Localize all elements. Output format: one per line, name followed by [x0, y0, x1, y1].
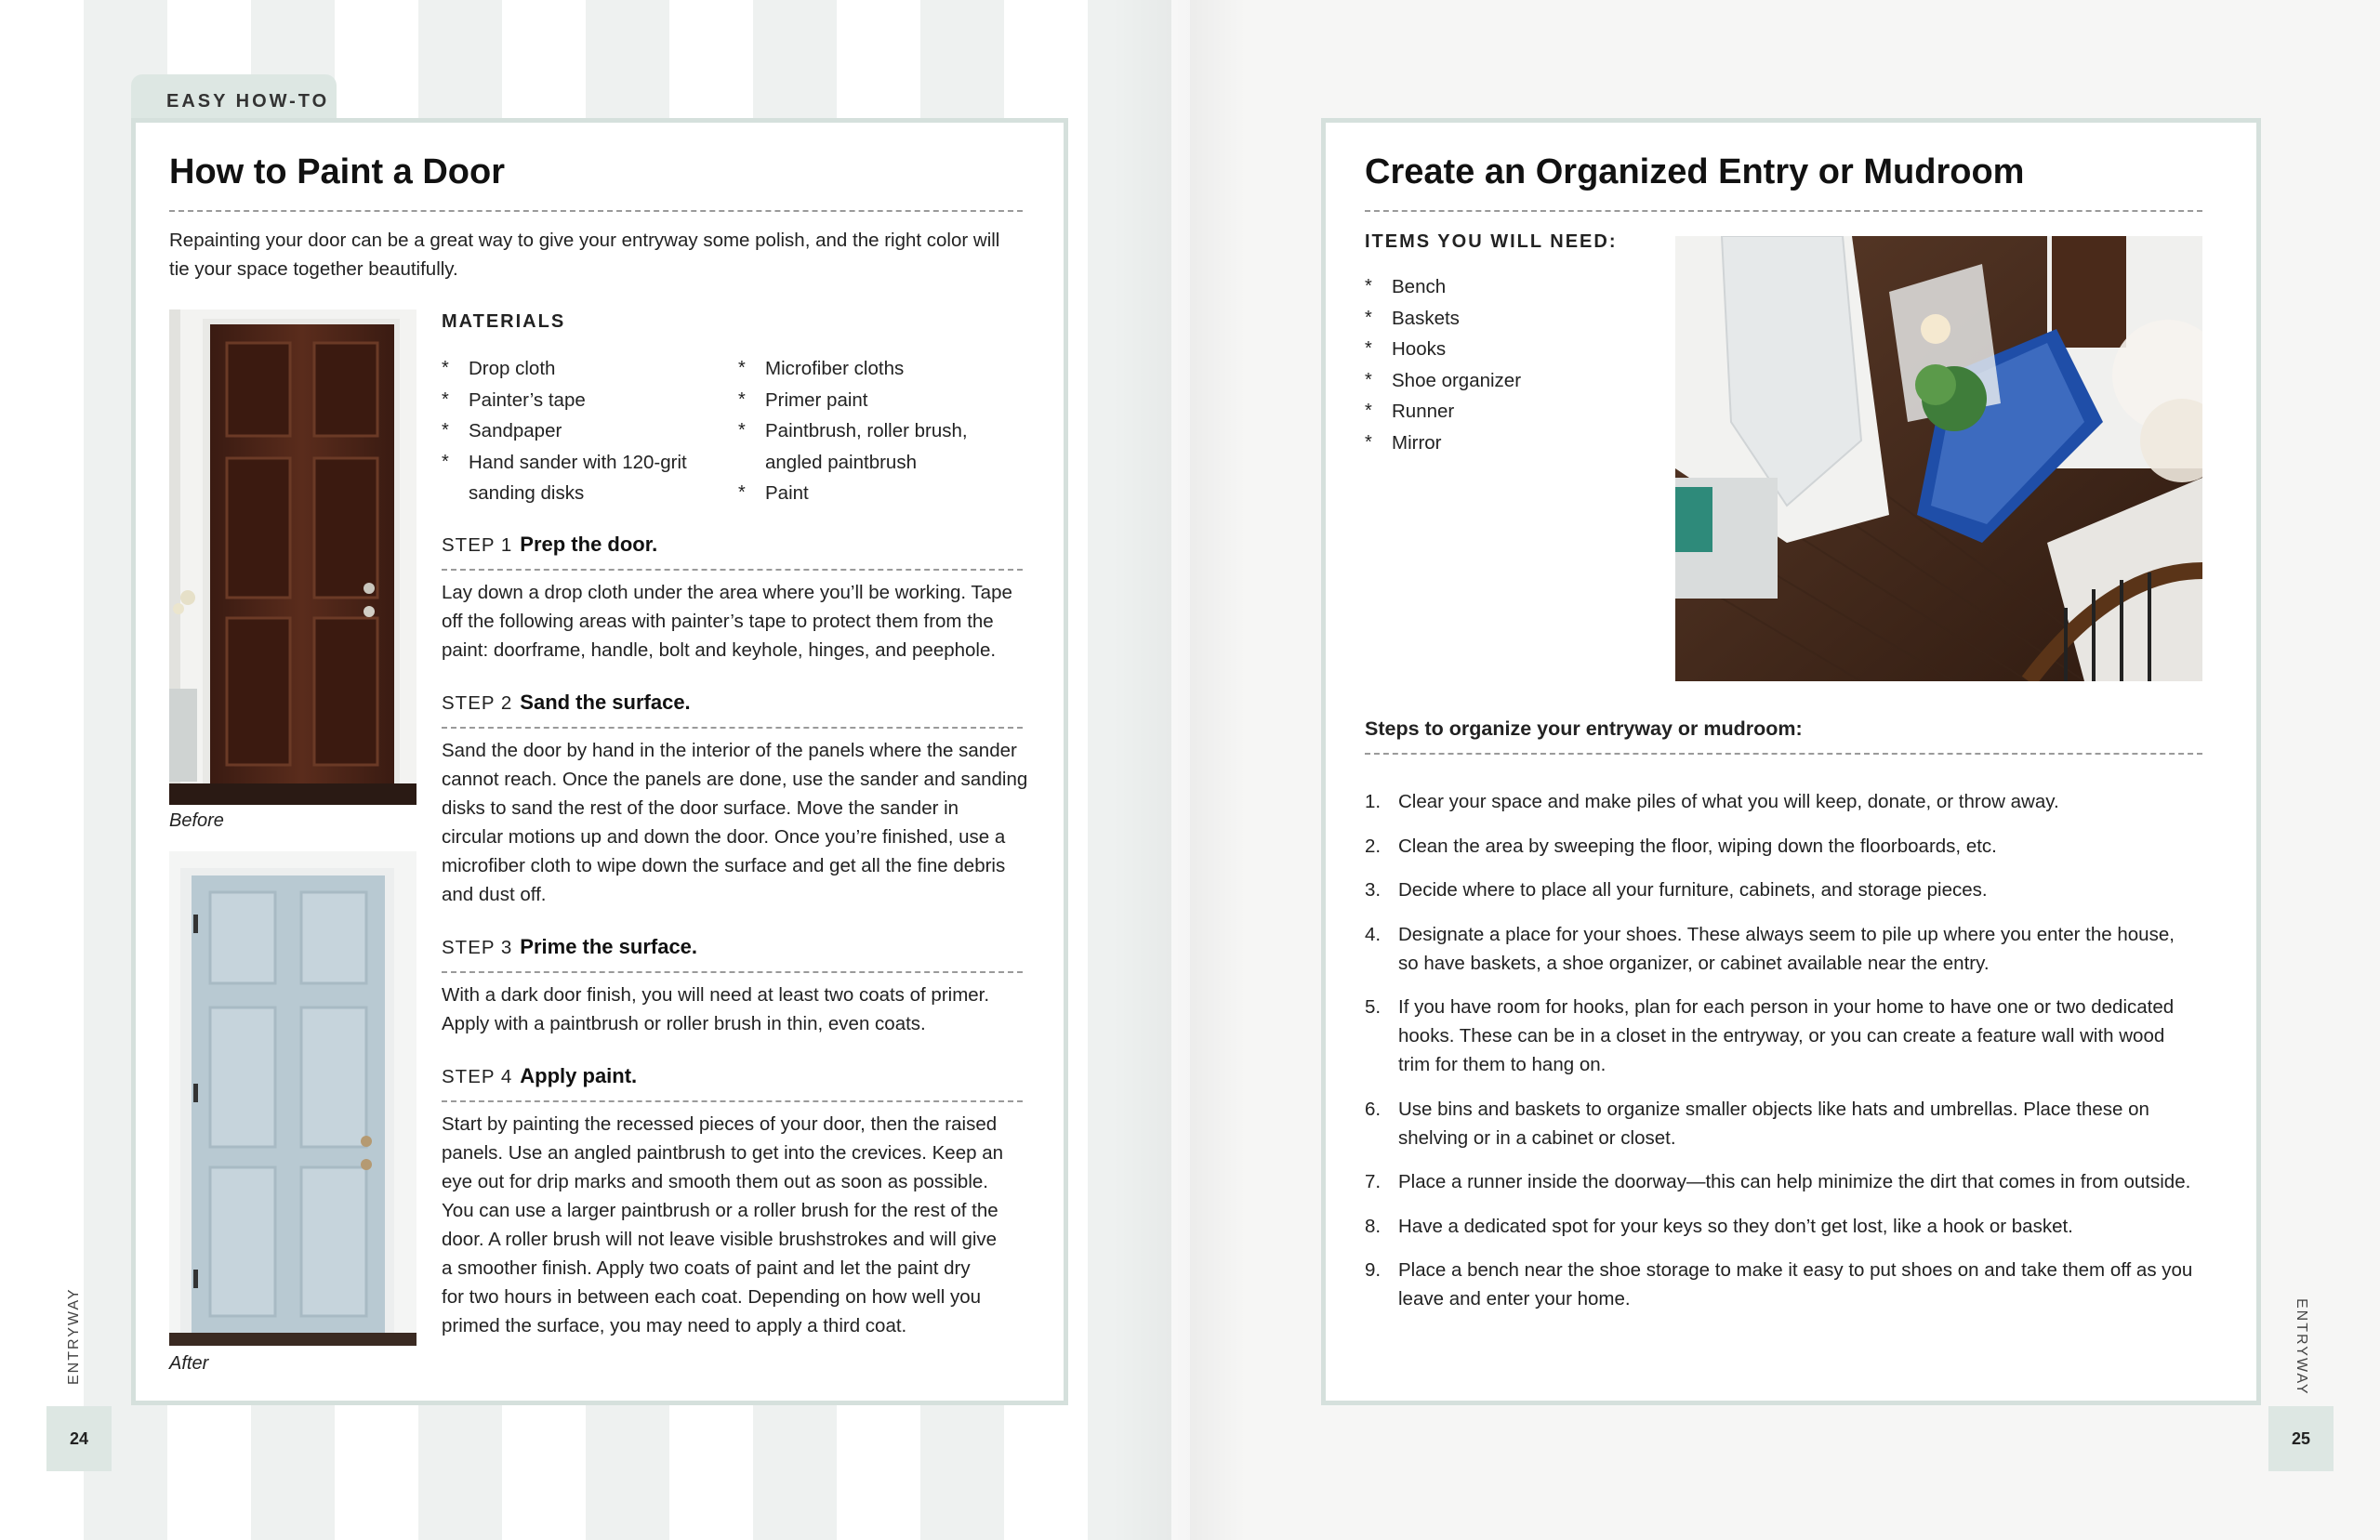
step-divider: [442, 727, 1023, 729]
list-item: 4. Designate a place for your shoes. These always seem to pile up where you enter the house, so have baskets, a shoe organizer, or cabinet available near the entry.: [1365, 920, 2229, 978]
step-4-text: Start by painting the recessed pieces of your door, then the raised panels. Use an angled paintbrush to get into the crevices. Keep an eye out for drip marks and smooth them out as soon as possible. You can use a larger paintbrush or a roller brush for the rest of the door. A roller brush will not leave visible brushstrokes and will give a smoother finish. Apply two coats of paint and let the paint dry for two hours in between each coat. Depending on how well you primed the surface, you may need to apply a third coat.: [442, 1113, 1004, 1336]
step-number: 9.: [1365, 1259, 1382, 1281]
organized-entry-panel: [1321, 118, 2261, 1405]
intro-line: Repainting your door can be a great way to give your entryway some polish, and the right color will: [169, 230, 1000, 251]
bullet-star-icon: *: [1365, 369, 1372, 390]
list-item: * Primer paint: [738, 385, 1017, 416]
book-gutter-shadow-left: [1111, 0, 1190, 1540]
list-item: 6. Use bins and baskets to organize smaller objects like hats and umbrellas. Place these on shelving or in a cabinet or closet.: [1365, 1095, 2229, 1152]
step-1-heading: [442, 533, 657, 557]
bullet-star-icon: *: [442, 451, 449, 472]
step-number: 5.: [1365, 996, 1382, 1018]
materials-heading: MATERIALS: [442, 311, 566, 332]
before-door-photo: [169, 309, 416, 805]
step-3-text: With a dark door finish, you will need at least two coats of primer. Apply with a paintbrush or roller brush in thin, even coats.: [442, 984, 990, 1034]
list-item: 2. Clean the area by sweeping the floor, wiping down the floorboards, etc.: [1365, 832, 2229, 861]
steps-divider: [1365, 753, 2202, 755]
bullet-star-icon: *: [442, 420, 449, 441]
bullet-star-icon: *: [1365, 431, 1372, 453]
list-item: * Drop cloth: [442, 353, 721, 385]
step-number: 7.: [1365, 1171, 1382, 1192]
page-title: How to Paint a Door: [169, 152, 505, 191]
paint-door-panel: [131, 118, 1068, 1405]
intro-text: [169, 226, 1034, 283]
steps-heading: Steps to organize your entryway or mudroom:: [1365, 717, 1803, 740]
step-number: 8.: [1365, 1215, 1382, 1237]
bullet-star-icon: *: [1365, 401, 1372, 421]
materials-list-col1: [442, 353, 721, 509]
list-item: 3. Decide where to place all your furniture, cabinets, and storage pieces.: [1365, 875, 2229, 904]
list-item: * Shoe organizer: [1365, 365, 1644, 397]
materials-list-col2: [738, 353, 1017, 509]
step-number: 6.: [1365, 1098, 1382, 1120]
bullet-star-icon: *: [738, 358, 746, 378]
step-number: STEP 3: [442, 937, 513, 958]
step-number: 4.: [1365, 923, 1382, 945]
items-heading: ITEMS YOU WILL NEED:: [1365, 231, 1618, 252]
bullet-star-icon: *: [1365, 307, 1372, 328]
list-item: 5. If you have room for hooks, plan for each person in your home to have one or two dedicated hooks. These can be in a closet in the entryway, or you can create a feature wall with wood trim for them to hang on.: [1365, 993, 2229, 1079]
list-item-continuation: angled paintbrush: [765, 451, 917, 473]
before-caption: Before: [169, 810, 224, 831]
list-item: * Bench: [1365, 271, 1644, 303]
bullet-star-icon: *: [1365, 338, 1372, 359]
list-item: * Hooks: [1365, 334, 1644, 365]
list-item: 7. Place a runner inside the doorway—this can help minimize the dirt that comes in from outside.: [1365, 1167, 2229, 1196]
page-number: 25: [2268, 1406, 2334, 1471]
bullet-star-icon: *: [1365, 276, 1372, 296]
step-1-text: Lay down a drop cloth under the area where you’ll be working. Tape off the following areas with painter’s tape to protect them from the paint: doorframe, handle, bolt and keyhole, hinges, and peephole.: [442, 582, 1012, 661]
step-2-text: Sand the door by hand in the interior of the panels where the sander cannot reach. Once the panels are done, use the sander and sanding disks to sand the rest of the door surface. Move the sander in circular motions up and down the door. Once you’re finished, use a microfiber cloth to wipe down the surface and get all the fine debris and dust off.: [442, 740, 1028, 905]
section-side-label: ENTRYWAY: [66, 1287, 82, 1385]
bullet-star-icon: *: [738, 482, 746, 503]
easy-how-to-tab: EASY HOW-TO: [131, 74, 337, 121]
organize-steps-list: [1365, 787, 2229, 1329]
step-number: STEP 1: [442, 534, 513, 556]
step-number: 3.: [1365, 879, 1382, 901]
list-item: 9. Place a bench near the shoe storage to make it easy to put shoes on and take them off as you leave and enter your home.: [1365, 1256, 2229, 1313]
after-caption: After: [169, 1353, 209, 1374]
list-item: 1. Clear your space and make piles of what you will keep, donate, or throw away.: [1365, 787, 2229, 816]
bullet-star-icon: *: [738, 420, 746, 441]
list-item: 8. Have a dedicated spot for your keys so they don’t get lost, like a hook or basket.: [1365, 1212, 2229, 1241]
page-number: 24: [46, 1406, 112, 1471]
title-divider: [169, 210, 1023, 212]
entryway-photo: [1675, 236, 2202, 681]
bullet-star-icon: *: [442, 358, 449, 378]
page-title: Create an Organized Entry or Mudroom: [1365, 152, 2025, 191]
step-2-heading: [442, 691, 691, 715]
title-divider: [1365, 210, 2202, 212]
bullet-star-icon: *: [442, 388, 449, 410]
book-gutter-shadow-right: [1190, 0, 1246, 1540]
list-item: * Paintbrush, roller brush,: [738, 415, 1017, 447]
list-item: * Painter’s tape: [442, 385, 721, 416]
intro-line: tie your space together beautifully.: [169, 258, 458, 280]
after-door-photo: [169, 851, 416, 1346]
section-side-label: ENTRYWAY: [2294, 1298, 2309, 1396]
step-title: Sand the surface.: [520, 691, 691, 714]
step-title: Prep the door.: [520, 533, 658, 556]
list-item: * Runner: [1365, 396, 1644, 428]
items-list: [1365, 271, 1644, 458]
step-number: 2.: [1365, 835, 1382, 857]
step-divider: [442, 971, 1023, 973]
bullet-star-icon: *: [738, 388, 746, 410]
step-4-heading: [442, 1064, 637, 1088]
list-item: * Hand sander with 120-grit: [442, 447, 721, 479]
step-3-heading: [442, 935, 697, 959]
step-divider: [442, 1100, 1023, 1102]
step-number: STEP 2: [442, 692, 513, 714]
step-title: Prime the surface.: [520, 935, 698, 958]
step-divider: [442, 569, 1023, 571]
list-item: * Paint: [738, 478, 1017, 509]
step-number: STEP 4: [442, 1066, 513, 1087]
list-item: * Microfiber cloths: [738, 353, 1017, 385]
step-title: Apply paint.: [520, 1064, 638, 1087]
list-item: * Mirror: [1365, 428, 1644, 459]
list-item-continuation: sanding disks: [469, 482, 585, 504]
list-item: * Baskets: [1365, 303, 1644, 335]
list-item: * Sandpaper: [442, 415, 721, 447]
step-number: 1.: [1365, 791, 1382, 812]
